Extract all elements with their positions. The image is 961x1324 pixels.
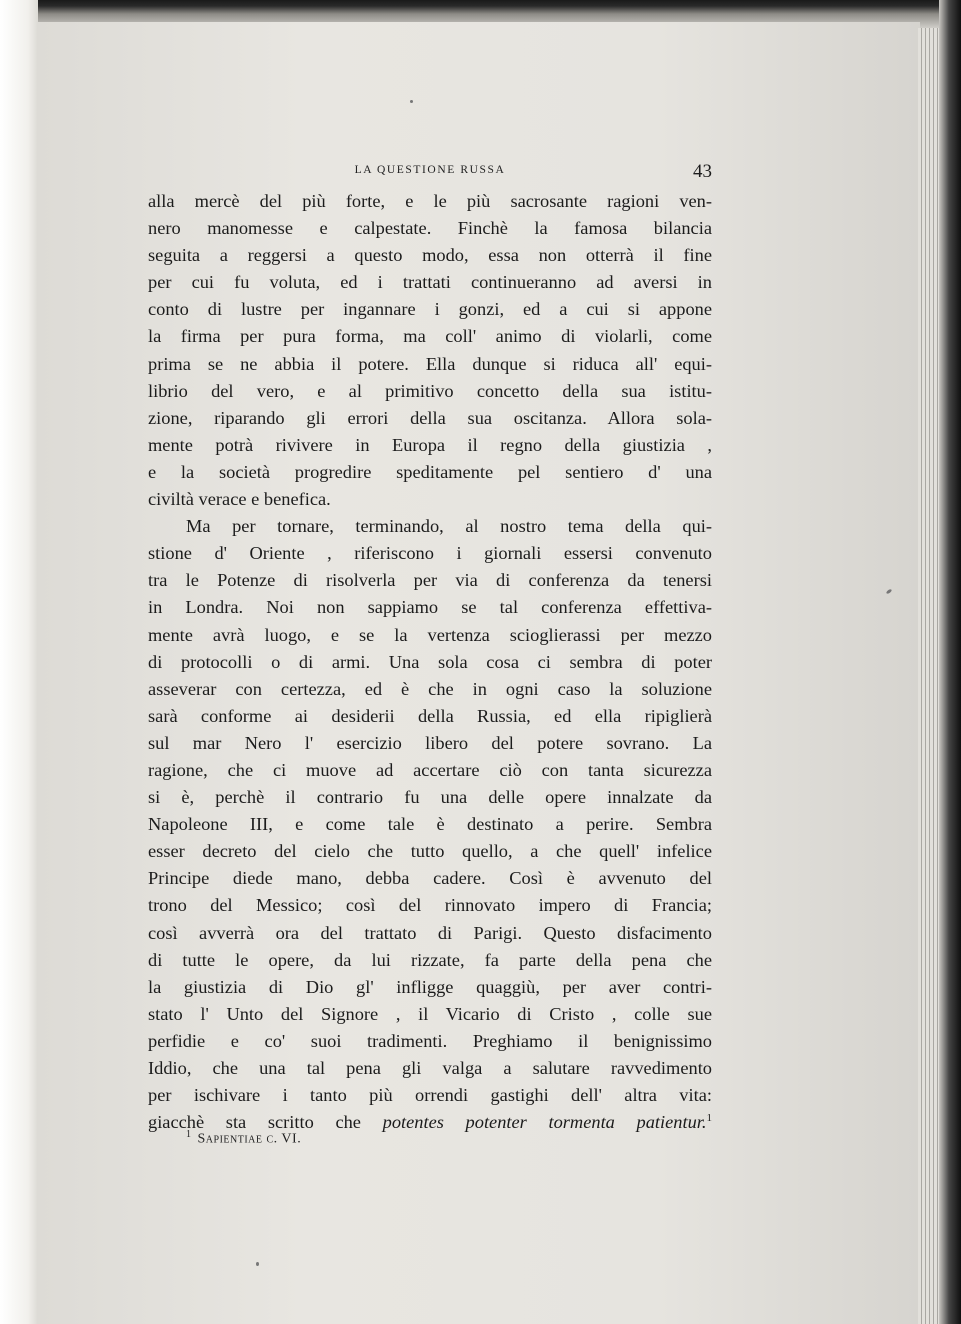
text-line: tra le Potenze di risolverla per via di conferenza da tenersi [148, 570, 712, 591]
text-line: la giustizia di Dio gl' infligge quaggiù, per aver contri- [148, 976, 712, 997]
text-line: zione, riparando gli errori della sua oscitanza. Allora sola- [148, 407, 712, 428]
text-line: sul mar Nero l' esercizio libero del potere sovrano. La [148, 732, 712, 753]
text-line: Napoleone III, e come tale è destinato a perire. Sembra [148, 814, 712, 835]
text-line: asseverar con certezza, ed è che in ogni caso la soluzione [148, 678, 712, 699]
scan-right-edge [939, 0, 961, 1324]
text-line: di tutte le opere, da lui rizzate, fa parte della pena che [148, 949, 712, 970]
latin-quotation: potentes potenter tormenta patientur. [382, 1112, 707, 1133]
text-body [148, 188, 712, 1136]
paper-speck [410, 100, 413, 103]
text-line: civiltà verace e benefica. [148, 489, 331, 510]
text-line: di protocolli o di armi. Una sola cosa ci sembra di poter [148, 651, 712, 672]
footnote-text: Sapientiae c. VI. [197, 1131, 302, 1147]
text-line: conto di lustre per ingannare i gonzi, ed a cui si appone [148, 299, 712, 320]
text-line: esser decreto del cielo che tutto quello, a che quell' infelice [148, 841, 712, 862]
text-line: seguita a reggersi a questo modo, essa non otterrà il fine [148, 245, 712, 266]
running-title: LA QUESTIONE RUSSA [354, 164, 506, 176]
text-line: alla mercè del più forte, e le più sacrosante ragioni ven- [148, 191, 712, 211]
final-line-lead: giacchè sta scritto che [148, 1112, 383, 1133]
scan-left-edge [0, 0, 38, 1324]
text-line: così avverrà ora del trattato di Parigi. Questo disfacimento [148, 922, 712, 943]
paper-speck [256, 1262, 259, 1266]
page-stack-edge [918, 28, 940, 1324]
text-line: stione d' Oriente , riferiscono i giornali essersi convenuto [148, 543, 712, 564]
footnote [186, 1129, 486, 1148]
text-line: trono del Messico; così del rinnovato impero di Francia; [148, 895, 712, 916]
text-line: sarà conforme ai desiderii della Russia, ed ella ripiglierà [148, 705, 712, 726]
text-line: ragione, che ci muove ad accertare ciò con tanta sicurezza [148, 759, 712, 780]
text-line: per ischivare i tanto più orrendi gastighi dell' altra vita: [148, 1085, 712, 1106]
text-line: nero manomesse e calpestate. Finchè la famosa bilancia [148, 218, 712, 239]
footnote-reference: 1 [706, 1112, 712, 1125]
text-line: Ma per tornare, terminando, al nostro tema della qui- [186, 516, 712, 537]
text-line: per cui fu voluta, ed i trattati continueranno ad aversi in [148, 272, 712, 293]
footnote-mark: 1 [186, 1129, 192, 1140]
text-line: mente avrà luogo, e se la vertenza scioglierassi per mezzo [148, 624, 712, 645]
text-line: in Londra. Noi non sappiamo se tal conferenza effettiva- [148, 597, 712, 618]
text-line: perfidie e co' suoi tradimenti. Preghiamo il benignissimo [148, 1030, 712, 1051]
text-line: Iddio, che una tal pena gli valga a salutare ravvedimento [148, 1058, 712, 1078]
text-line: e la società progredire speditamente pel sentiero d' una [148, 461, 712, 482]
text-line: la firma per pura forma, ma coll' animo di violarli, come [148, 326, 712, 347]
text-line: mente potrà rivivere in Europa il regno della giustizia , [148, 434, 712, 455]
text-line: librio del vero, e al primitivo concetto della sua istitu- [148, 380, 712, 401]
running-head [148, 162, 712, 186]
text-line: Principe diede mano, debba cadere. Così è avvenuto del [148, 868, 712, 889]
text-line: stato l' Unto del Signore , il Vicario di Cristo , colle sue [148, 1003, 712, 1024]
text-line: si è, perchè il contrario fu una delle opere innalzate da [148, 787, 712, 808]
page-number: 43 [693, 161, 712, 182]
text-line: prima se ne abbia il potere. Ella dunque si riduca all' equi- [148, 353, 712, 374]
